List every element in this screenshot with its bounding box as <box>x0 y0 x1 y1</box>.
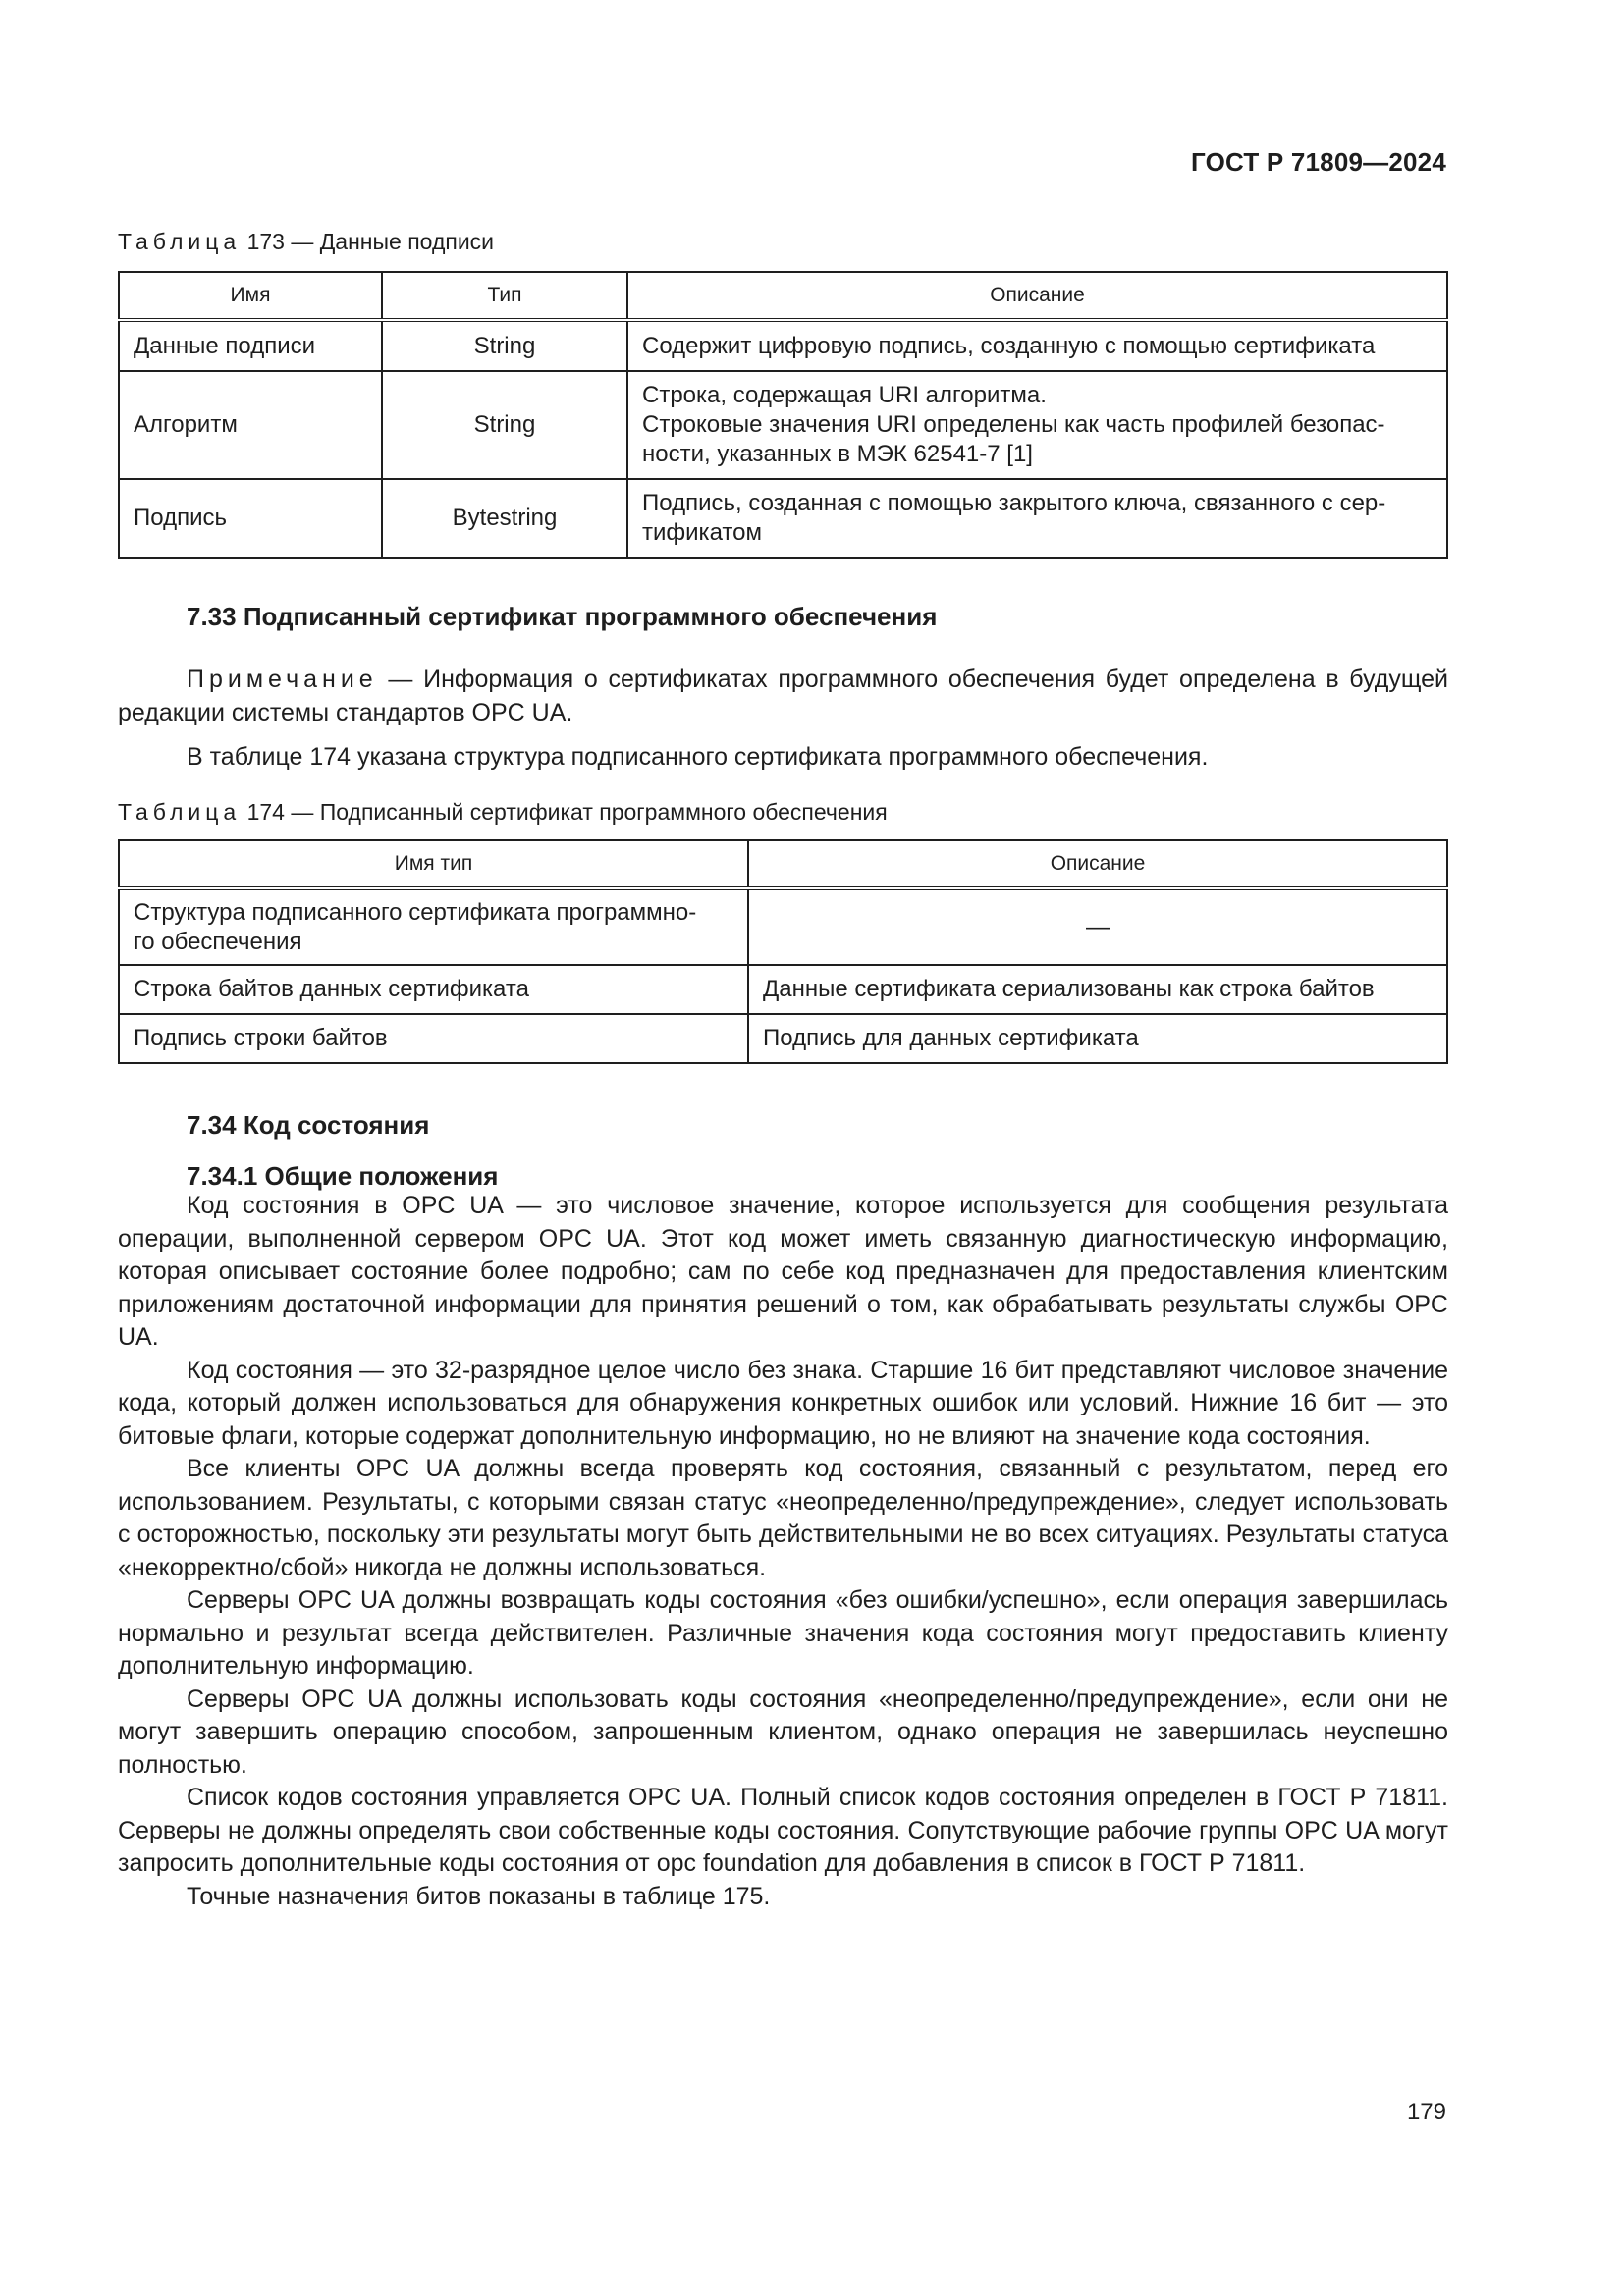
table-174-header-row <box>119 840 1447 888</box>
description-line: Подпись, созданная с помощью закрытого ключа, связанного с сер- <box>642 490 1386 516</box>
table-173-col-description: Описание <box>627 272 1447 320</box>
body-paragraph: Точные назначения битов показаны в таблице 175. <box>187 1882 771 1910</box>
section-7-33-title: 7.33 Подписанный сертификат программного обеспечения <box>187 602 938 631</box>
body-paragraph: Список кодов состояния управляется OPC UA. Полный список кодов состояния определен в ГОСТ Р 71811. Серверы не должны определять свои собственные коды состояния. Сопутствующие рабочие группы OPC UA могут запросить дополнительные коды состояния от opc foundation для добавления в список в ГОСТ Р 71811. <box>118 1784 1448 1877</box>
name-line: Структура подписанного сертификата программно- <box>134 898 697 926</box>
section-7-34-1-body <box>118 1190 1448 1913</box>
body-paragraph: Все клиенты OPC UA должны всегда проверять код состояния, связанный с результатом, перед его использованием. Результаты, с которыми связан статус «неопределенно/предупреждение», следует использовать с осторожностью, поскольку эти результаты могут быть действительными не во всех ситуациях. Результаты статуса «некорректно/сбой» никогда не должны использоваться. <box>118 1455 1448 1581</box>
cell-description: — <box>748 888 1447 965</box>
description-line: тификатом <box>642 519 762 546</box>
cell-name: Данные подписи <box>119 320 382 371</box>
description-line: Содержит цифровую подпись, созданную с помощью сертификата <box>642 332 1376 359</box>
cell-description: Подпись для данных сертификата <box>748 1014 1447 1063</box>
body-paragraph: Серверы OPC UA должны использовать коды состояния «неопределенно/предупреждение», если они не могут завершить операцию способом, запрошенным клиентом, однако операция не завершилась неуспешно полностью. <box>118 1684 1448 1779</box>
table-174-col-name-type: Имя тип <box>119 840 748 888</box>
cell-description <box>627 320 1447 371</box>
standard-designation: ГОСТ Р 71809—2024 <box>1191 147 1446 177</box>
table-174-caption-label: Таблица <box>118 799 242 825</box>
table-174-caption <box>118 799 888 826</box>
table-173-header-row <box>119 272 1447 320</box>
table-173-caption <box>118 229 494 255</box>
table-row <box>119 320 1447 371</box>
cell-description <box>627 479 1447 558</box>
description-line: Строка, содержащая URI алгоритма. <box>642 382 1047 408</box>
cell-type: String <box>382 320 627 371</box>
name-line: го обеспечения <box>134 928 302 955</box>
description-line: Строковые значения URI определены как часть профилей безопас- <box>642 411 1385 438</box>
table-174 <box>118 839 1448 1064</box>
page-number: 179 <box>1406 2099 1446 2125</box>
table-173-caption-text: 173 — Данные подписи <box>246 229 495 254</box>
section-7-33-intro <box>118 741 1448 774</box>
note-label: Примечание <box>187 666 378 693</box>
table-row <box>119 888 1447 965</box>
section-7-34-1-title: 7.34.1 Общие положения <box>187 1161 499 1191</box>
cell-name: Подпись строки байтов <box>119 1014 748 1063</box>
cell-type: Bytestring <box>382 479 627 558</box>
table-row <box>119 479 1447 558</box>
table-173 <box>118 271 1448 559</box>
cell-description <box>627 371 1447 479</box>
cell-name: Строка байтов данных сертификата <box>119 965 748 1014</box>
section-7-34-title: 7.34 Код состояния <box>187 1110 430 1140</box>
table-row <box>119 371 1447 479</box>
intro-paragraph: В таблице 174 указана структура подписанного сертификата программного обеспечения. <box>187 743 1209 771</box>
section-7-33-note <box>118 664 1448 729</box>
cell-name: Подпись <box>119 479 382 558</box>
cell-type: String <box>382 371 627 479</box>
table-173-col-name: Имя <box>119 272 382 320</box>
table-173-caption-label: Таблица <box>118 229 242 254</box>
body-paragraph: Код состояния в OPC UA — это числовое значение, которое используется для сообщения результата операции, выполненной сервером OPC UA. Этот код может иметь связанную диагностическую информацию, которая описывает состояние более подробно; сам по себе код предназначен для предоставления клиентским приложениям достаточной информации для принятия решений о том, как обрабатывать результаты службы OPC UA. <box>118 1192 1448 1351</box>
table-174-col-description: Описание <box>748 840 1447 888</box>
table-row <box>119 1014 1447 1063</box>
body-paragraph: Код состояния — это 32-разрядное целое число без знака. Старшие 16 бит представляют числовое значение кода, который должен использоваться для обнаружения конкретных ошибок или условий. Нижние 16 бит — это битовые флаги, которые содержат дополнительную информацию, но не влияют на значение кода состояния. <box>118 1356 1448 1450</box>
note-text: — Информация о сертификатах программного обеспечения будет определена в будущей редакции системы стандартов OPC UA. <box>118 666 1448 726</box>
table-174-caption-text: 174 — Подписанный сертификат программного обеспечения <box>246 799 888 825</box>
body-paragraph: Серверы OPC UA должны возвращать коды состояния «без ошибки/успешно», если операция завершилась нормально и результат всегда действителен. Различные значения кода состояния могут предоставить клиенту дополнительную информацию. <box>118 1586 1448 1680</box>
cell-name <box>119 888 748 965</box>
table-173-col-type: Тип <box>382 272 627 320</box>
cell-description: Данные сертификата сериализованы как строка байтов <box>748 965 1447 1014</box>
table-row <box>119 965 1447 1014</box>
cell-name: Алгоритм <box>119 371 382 479</box>
description-line: ности, указанных в МЭК 62541-7 [1] <box>642 441 1033 467</box>
